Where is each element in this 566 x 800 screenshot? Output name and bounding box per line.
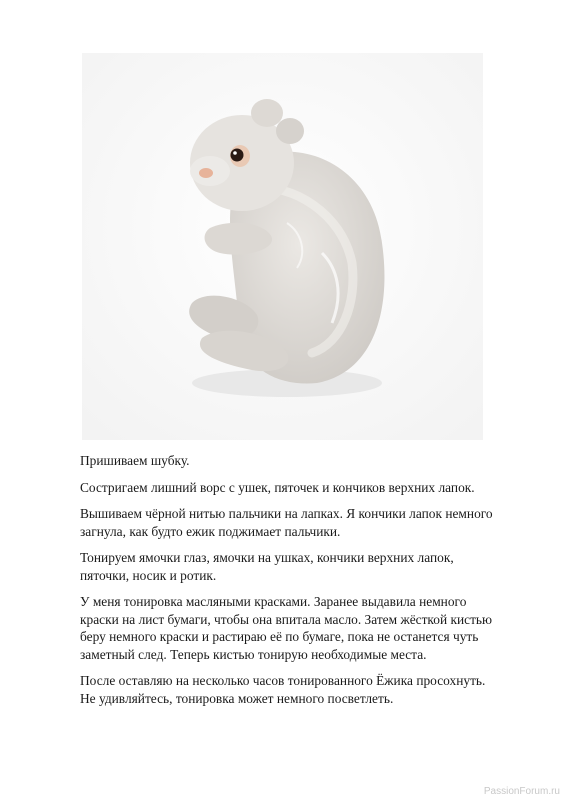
paragraph: Состригаем лишний ворс с ушек, пяточек и кончиков верхних лапок. bbox=[80, 479, 475, 495]
paragraph: После оставляю на несколько часов тонированного Ёжика просохнуть. Не удивляйтесь, тонировка может немного посветлеть. bbox=[80, 673, 486, 706]
paragraph: У меня тонировка масляными красками. Заранее выдавила немного краски на лист бумаги, чтобы она впитала масло. Затем жёсткой кистью беру немного краски и растираю её по бумаге, пока не останется чуть заметный след. Теперь кистью тонирую необходимые места. bbox=[80, 594, 493, 662]
knitted-toy-illustration bbox=[82, 53, 483, 440]
paragraph: Тонируем ямочки глаз, ямочки на ушках, кончики верхних лапок, пяточки, носик и ротик. bbox=[80, 550, 454, 583]
watermark: PassionForum.ru bbox=[483, 786, 560, 797]
paragraph: Пришиваем шубку. bbox=[80, 453, 190, 468]
instructions-text bbox=[80, 452, 520, 716]
paragraph: Вышиваем чёрной нитью пальчики на лапках. Я кончики лапок немного загнула, как будто ежик поджимает пальчики. bbox=[80, 506, 493, 539]
toy-photo bbox=[82, 53, 483, 440]
